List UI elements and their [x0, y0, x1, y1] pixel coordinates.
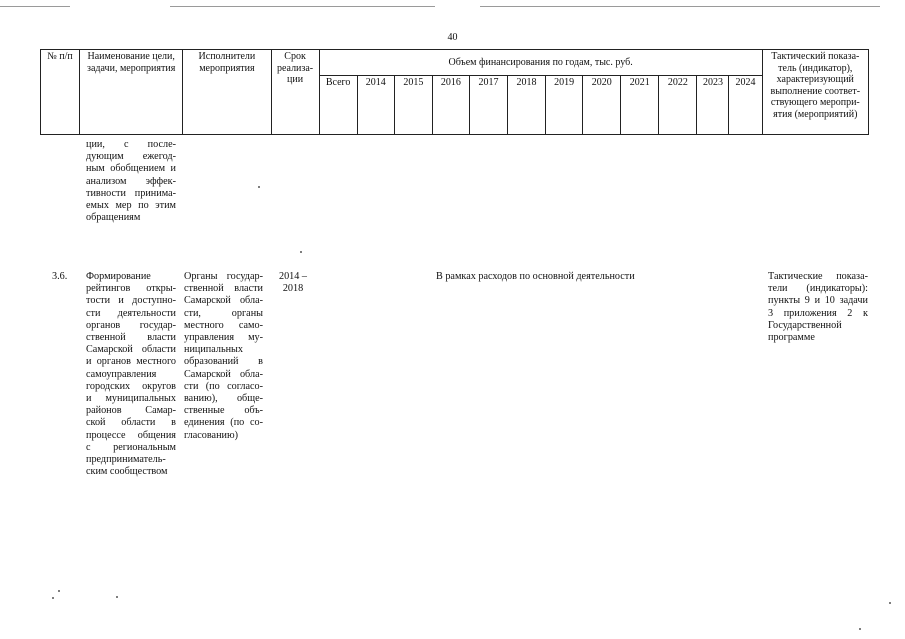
text-line: образований в: [184, 356, 263, 368]
text-line: тели (индикаторы):: [768, 283, 868, 295]
text-line: городских округов: [86, 380, 176, 392]
text-line: и муниципальных: [86, 393, 176, 405]
text-line: Формирование: [86, 271, 151, 282]
scan-artifact-line: [480, 6, 880, 7]
col-header-year: 2019: [546, 76, 583, 135]
text-line: единения (по со-: [184, 417, 263, 429]
page-number: 40: [447, 32, 458, 43]
text-line: Самарской области: [86, 344, 176, 356]
row-funding-text: В рамках расходов по основной деятельности: [436, 271, 635, 282]
col-header-year: 2022: [659, 76, 697, 135]
text-line: ственные объ-: [184, 405, 263, 417]
text-line: тивности принима-: [86, 187, 176, 199]
scan-speck: [258, 186, 260, 188]
col-header-year: 2014: [357, 76, 394, 135]
scan-speck: [52, 597, 54, 599]
text-line: Самарской обла-: [184, 368, 263, 380]
col-header-funding: Объем финансирования по годам, тыс. руб.: [319, 50, 762, 76]
scan-artifact-line: [0, 6, 70, 7]
text-line: 2018: [282, 283, 304, 295]
text-line: ственной власти: [86, 332, 176, 344]
text-line: предприниматель-: [86, 454, 166, 466]
text-line: дующим ежегод-: [86, 151, 176, 163]
col-header-year: Всего: [319, 76, 357, 135]
text-line: Самарской обла-: [184, 295, 263, 307]
col-header-year: 2021: [621, 76, 659, 135]
scan-speck: [300, 251, 302, 253]
text-line: Государственной: [768, 319, 842, 331]
continuation-text: [86, 139, 176, 224]
col-header-executors: Исполнители мероприятия: [183, 50, 271, 135]
text-line: сти деятельности: [86, 307, 176, 319]
text-line: ским сообществом: [86, 466, 168, 478]
col-header-indicator: Тактический показа-тель (индикатор), характеризующий выполнение соответ-ствующего меропри-ятия (мероприятий): [762, 50, 868, 135]
col-header-num: № п/п: [41, 50, 80, 135]
text-line: ным обобщением и: [86, 163, 176, 175]
text-line: ванию), обще-: [184, 393, 263, 405]
text-line: ственной власти: [184, 283, 263, 295]
row-term: [272, 271, 314, 295]
col-header-year: 2016: [432, 76, 469, 135]
text-line: управления му-: [184, 332, 263, 344]
text-line: пункты 9 и 10 задачи: [768, 295, 868, 307]
text-line: сти (по согласо-: [184, 380, 263, 392]
text-line: гласованию): [184, 429, 238, 441]
col-header-year: 2020: [583, 76, 621, 135]
text-line: сти, органы: [184, 307, 263, 319]
scan-speck: [58, 590, 60, 592]
scan-speck: [116, 596, 118, 598]
text-line: органов государ-: [86, 319, 176, 331]
text-line: ской области в: [86, 417, 176, 429]
text-line: анализом эффек-: [86, 175, 176, 187]
text-line: Тактические показа-: [768, 271, 868, 282]
text-line: ции, с после-: [86, 139, 176, 150]
text-line: районов Самар-: [86, 405, 176, 417]
scan-speck: [889, 602, 891, 604]
col-header-name: Наименование цели, задачи, мероприятия: [80, 50, 183, 135]
scan-speck: [859, 628, 861, 630]
col-header-year: 2017: [469, 76, 507, 135]
row-executors: [184, 271, 263, 442]
text-line: программе: [768, 332, 815, 344]
row-name: [86, 271, 176, 478]
col-header-year: 2015: [394, 76, 432, 135]
col-header-term: Срок реализа-ции: [271, 50, 319, 135]
text-line: тости и доступно-: [86, 295, 176, 307]
col-header-year: 2023: [697, 76, 729, 135]
row-indicator: [768, 271, 868, 344]
text-line: и органов местного: [86, 356, 176, 368]
col-header-year: 2018: [508, 76, 546, 135]
text-line: местного само-: [184, 319, 263, 331]
text-line: 2014 –: [278, 271, 307, 282]
col-header-year: 2024: [729, 76, 762, 135]
text-line: самоуправления: [86, 368, 157, 380]
text-line: рейтингов откры-: [86, 283, 176, 295]
text-line: обращениям: [86, 212, 141, 224]
text-line: с региональным: [86, 441, 176, 453]
text-line: 3 приложения 2 к: [768, 307, 868, 319]
text-line: емых мер по этим: [86, 200, 176, 212]
table-header: [40, 49, 869, 135]
text-line: процессе общения: [86, 429, 176, 441]
scan-artifact-line: [170, 6, 435, 7]
text-line: ниципальных: [184, 344, 243, 356]
row-number: 3.6.: [52, 271, 68, 282]
text-line: Органы государ-: [184, 271, 263, 282]
